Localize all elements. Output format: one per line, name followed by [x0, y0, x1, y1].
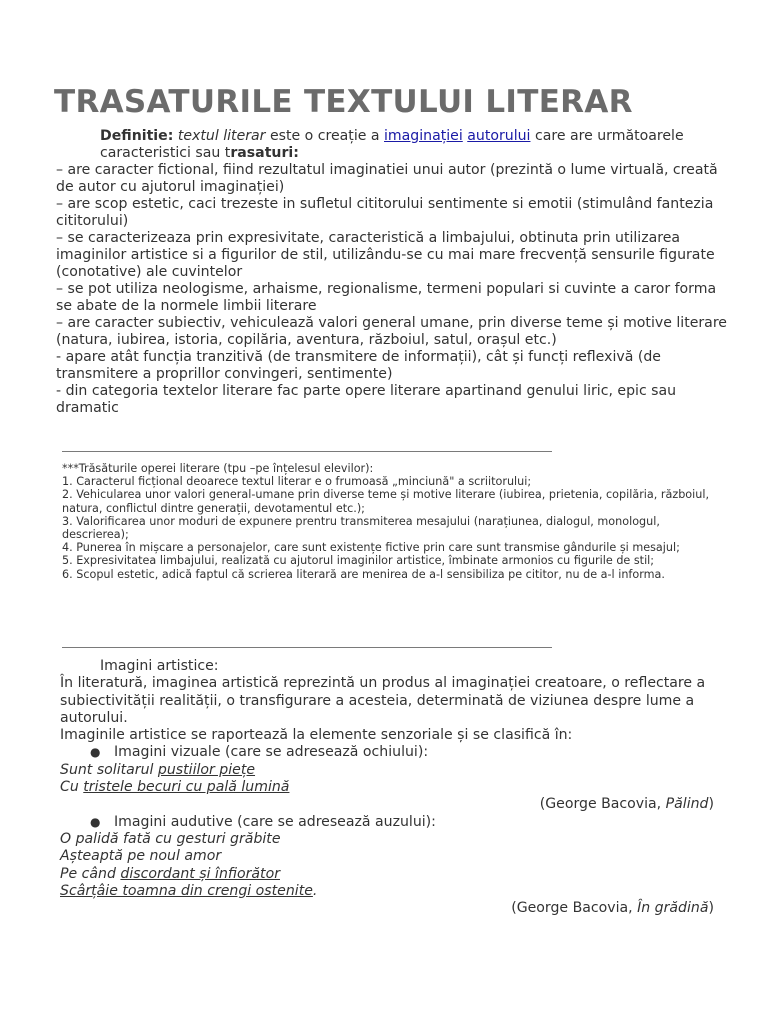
trait-item: – se caracterizeaza prin expresivitate, caracteristică a limbajului, obtinuta prin utilizarea imaginilor artistice si a figurilor de stil, utilizându-se cu mai mare frecvență sensurile figurate (conotative) ale cuvintelor — [56, 230, 715, 280]
trait-item: – are caracter subiectiv, vehiculează valori general umane, prin diverse teme și motive literare (natura, iubirea, istoria, copilăria, aventura, războiul, satul, orașul etc.) — [56, 315, 727, 348]
poem-line: O palidă fată cu gesturi grăbite — [60, 830, 281, 847]
citation-title: Pălind — [665, 796, 709, 813]
definition-section — [56, 128, 728, 417]
citation-author: (George Bacovia, — [511, 900, 638, 917]
footnote-item: 1. Caracterul ficțional deoarece textul literar e o frumoasă „minciună" a scriitorului; — [62, 475, 532, 489]
poem-text: . — [312, 882, 318, 899]
trait-item: - apare atât funcția tranzitivă (de transmitere de informații), cât și funcți reflexivă (de transmitere a proprillor convingeri, sentimente) — [56, 349, 661, 382]
definition-bold-end: rasaturi: — [230, 145, 299, 161]
poem-underlined: discordant și înfiorător — [120, 865, 280, 882]
bullet-dot-icon: ● — [90, 814, 101, 829]
definition-term: textul literar — [177, 128, 266, 144]
trait-item: - din categoria textelor literare fac parte opere literare apartinand genului liric, epic sau dramatic — [56, 383, 677, 416]
footnote-divider-bottom — [62, 647, 552, 648]
poem-text: Pe când — [60, 865, 121, 882]
footnote-item: 6. Scopul estetic, adică faptul că scrierea literară are menirea de a-l sensibiliza pe cititor, nu de a-l informa. — [62, 567, 665, 581]
citation-close: ) — [708, 900, 714, 917]
poem-underlined: pustiilor piețe — [157, 761, 256, 778]
page-title: TRASATURILE TEXTULUI LITERAR — [54, 84, 633, 120]
poem-citation — [60, 796, 720, 813]
poem-line — [60, 762, 720, 779]
link-imaginatiei[interactable]: imaginației — [384, 128, 463, 144]
definition-label: Definitie: — [100, 128, 174, 144]
imagini-paragraph: În literatură, imaginea artistică reprezintă un produs al imaginației creatoare, o reflectare a subiectivității realității, o transfigurare a acesteia, determinată de viziunea despre lume a autorului. — [60, 675, 706, 726]
poem-text: Cu — [60, 779, 84, 796]
citation-close: ) — [708, 796, 714, 813]
imagini-intro: Imaginile artistice se raportează la elemente senzoriale și se clasifică în: — [60, 727, 573, 744]
footnote-item: 4. Punerea în mișcare a personajelor, care sunt existențe fictive prin care sunt transmise gândurile și mesajul; — [62, 541, 680, 555]
footnote-heading: ***Trăsăturile operei literare (tpu –pe înțelesul elevilor): — [62, 462, 374, 475]
poem-line — [60, 866, 720, 883]
link-autorului[interactable]: autorului — [467, 128, 531, 144]
poem-line — [60, 779, 720, 796]
footnote-item: 2. Vehicularea unor valori general-umane prin diverse teme și motive literare (iubirea, prietenia, copilăria, războiul, natura, conflictul dintre generații, devotamentul etc.); — [62, 488, 710, 515]
footnote-divider-top — [62, 451, 552, 452]
citation-author: (George Bacovia, — [539, 796, 666, 813]
bullet-imagini-vizuale — [60, 744, 720, 761]
trait-item: – are scop estetic, caci trezeste in sufletul cititorului sentimente si emotii (stimulând fantezia cititorului) — [56, 196, 714, 229]
poem-text: Sunt solitarul — [60, 761, 158, 778]
poem-underlined: tristele becuri cu pală lumină — [83, 779, 290, 796]
trait-item: – are caracter fictional, fiind rezultatul imaginatiei unui autor (prezintă o lume virtuală, creată de autor cu ajutorul imaginației) — [56, 162, 718, 195]
bullet-label: Imagini audutive (care se adresează auzului): — [114, 813, 436, 830]
bullet-imagini-auditive — [60, 814, 720, 831]
bullet-dot-icon: ● — [90, 745, 101, 760]
poem-line — [60, 883, 720, 900]
trait-item: – se pot utiliza neologisme, arhaisme, regionalisme, termeni populari si cuvinte a caror forma se abate de la normele limbii literare — [56, 281, 717, 314]
imagini-section — [60, 658, 720, 917]
citation-title: În grădină — [637, 900, 709, 917]
definition-paragraph — [56, 128, 728, 162]
footnote-item: 5. Expresivitatea limbajului, realizată cu ajutorul imaginilor artistice, îmbinate armonios cu figurile de stil; — [62, 554, 655, 568]
poem-line: Așteaptă pe noul amor — [60, 848, 222, 865]
poem-citation — [60, 900, 720, 917]
imagini-heading: Imagini artistice: — [100, 658, 219, 674]
definition-text-1: este o creație a — [265, 128, 385, 144]
footnote-item: 3. Valorificarea unor moduri de expunere prentru transmiterea mesajului (narațiunea, dialogul, monologul, descrierea); — [62, 514, 660, 542]
definition-text-2: care are următoarele caracteristici sau t — [100, 128, 684, 161]
poem-underlined: Scârțâie toamna din crengi ostenite — [60, 882, 313, 899]
bullet-label: Imagini vizuale (care se adresează ochiului): — [114, 744, 429, 761]
footnote-section — [62, 462, 712, 581]
